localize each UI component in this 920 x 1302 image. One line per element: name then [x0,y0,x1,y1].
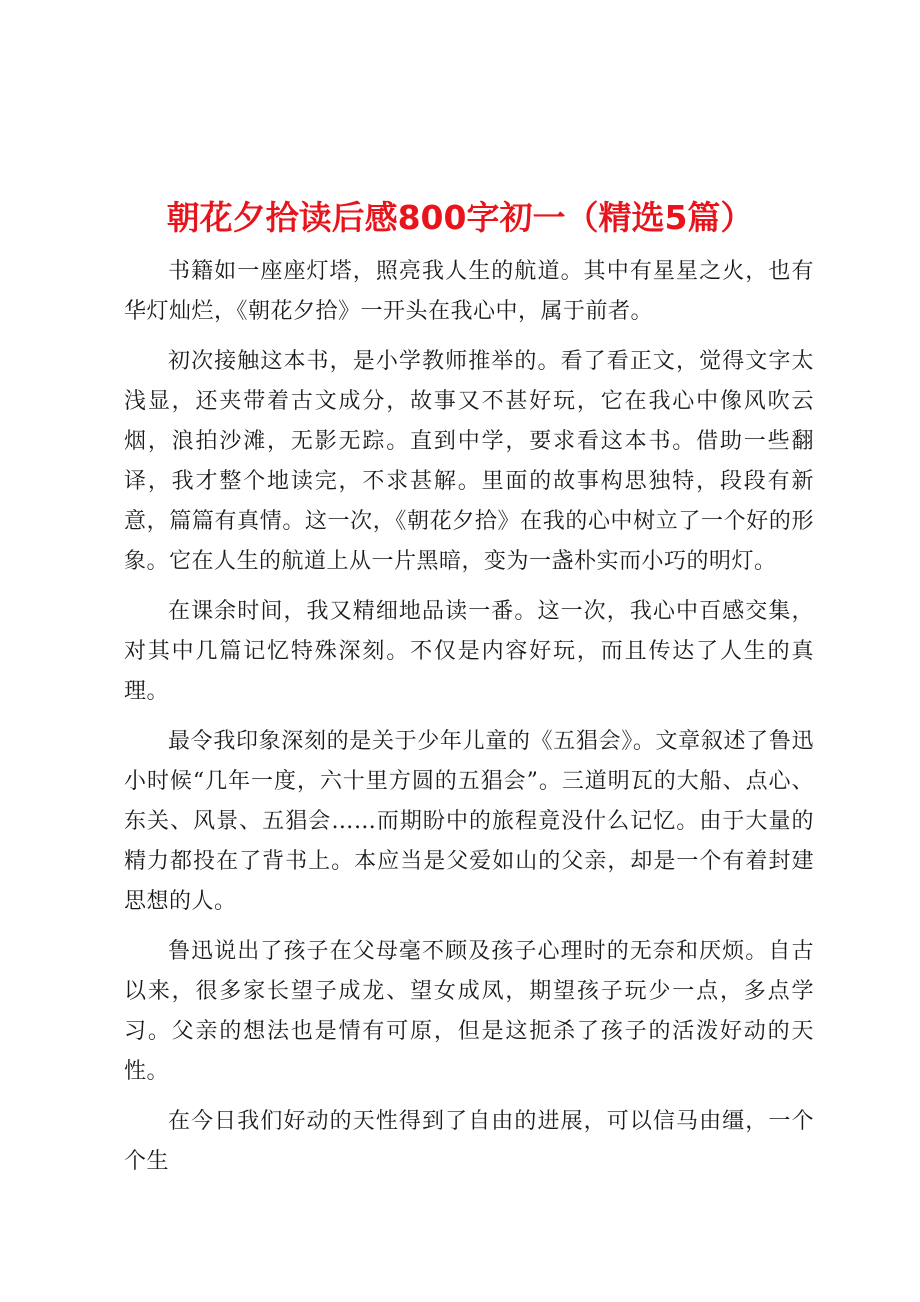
paragraph-4: 最令我印象深刻的是关于少年儿童的《五猖会》。文章叙述了鲁迅小时候“几年一度，六十里方圆的五猖会”。三道明瓦的大船、点心、东关、风景、五猖会……而期盼中的旅程竟没什么记忆。由于大量的精力都投在了背书上。本应当是父爱如山的父亲，却是一个有着封建思想的人。 [124,729,814,914]
document-title: 朝花夕拾读后感800字初一（精选5篇） [166,198,754,237]
paragraph-3: 在课余时间，我又精细地品读一番。这一次，我心中百感交集，对其中几篇记忆特殊深刻。不仅是内容好玩，而且传达了人生的真理。 [124,599,814,704]
paragraph-6: 在今日我们好动的天性得到了自由的进展，可以信马由缰，一个个生 [124,1109,814,1174]
paragraph-5: 鲁迅说出了孩子在父母毫不顾及孩子心理时的无奈和厌烦。自古以来，很多家长望子成龙、望女成凤，期望孩子玩少一点，多点学习。父亲的想法也是情有可原，但是这扼杀了孩子的活泼好动的天性。 [124,939,814,1084]
document-body [124,252,814,1192]
paragraph-1: 书籍如一座座灯塔，照亮我人生的航道。其中有星星之火，也有华灯灿烂，《朝花夕拾》一开头在我心中，属于前者。 [124,259,814,324]
paragraph-2: 初次接触这本书，是小学教师推举的。看了看正文，觉得文字太浅显，还夹带着古文成分，故事又不甚好玩，它在我心中像风吹云烟，浪拍沙滩，无影无踪。直到中学，要求看这本书。借助一些翻译，我才整个地读完，不求甚解。里面的故事构思独特，段段有新意，篇篇有真情。这一次，《朝花夕拾》在我的心中树立了一个好的形象。它在人生的航道上从一片黑暗，变为一盏朴实而小巧的明灯。 [124,349,814,574]
